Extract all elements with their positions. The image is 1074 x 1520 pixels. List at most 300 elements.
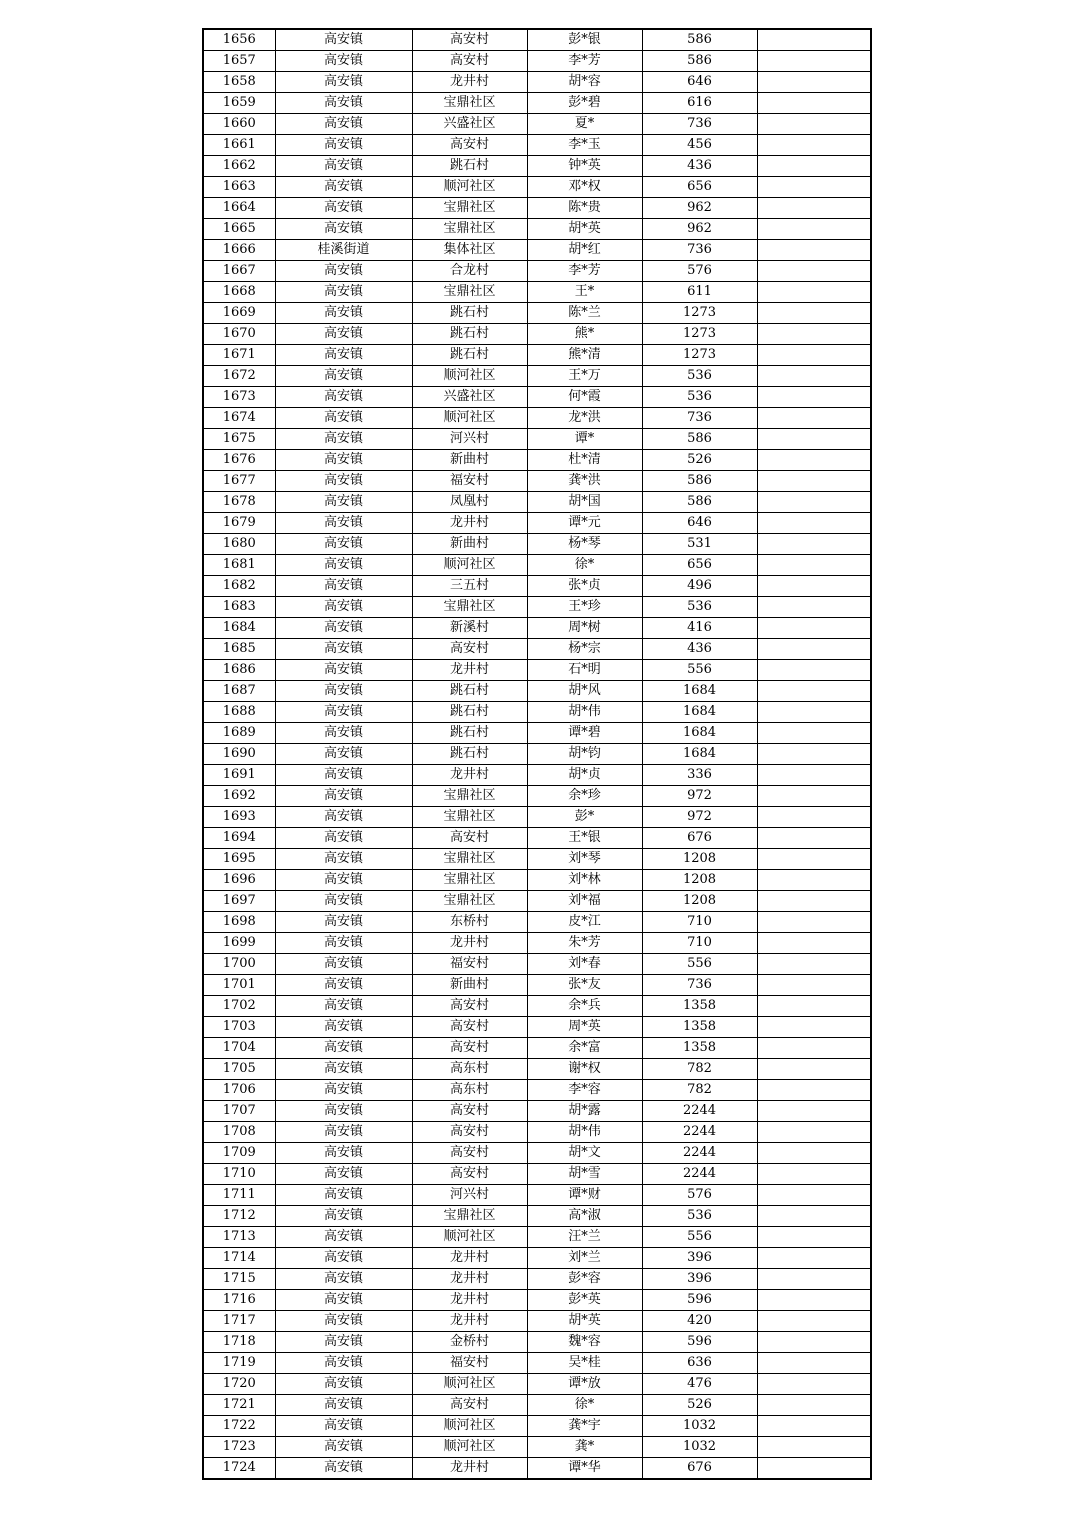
town-cell: 高安镇 [275,219,412,240]
village-cell: 高安村 [412,135,527,156]
amount-cell: 396 [642,1248,757,1269]
amount-cell: 586 [642,492,757,513]
village-cell: 高安村 [412,1143,527,1164]
seq-cell: 1689 [203,723,275,744]
remark-cell [757,1353,871,1374]
remark-cell [757,597,871,618]
remark-cell [757,219,871,240]
village-cell: 龙井村 [412,660,527,681]
table-row [203,345,871,366]
town-cell: 高安镇 [275,1059,412,1080]
amount-cell: 526 [642,450,757,471]
table-row [203,765,871,786]
name-cell: 胡*红 [527,240,642,261]
seq-cell: 1715 [203,1269,275,1290]
table-row [203,1122,871,1143]
table-row [203,597,871,618]
village-cell: 新曲村 [412,450,527,471]
seq-cell: 1687 [203,681,275,702]
town-cell: 高安镇 [275,870,412,891]
town-cell: 高安镇 [275,1185,412,1206]
village-cell: 顺河社区 [412,408,527,429]
amount-cell: 1208 [642,849,757,870]
remark-cell [757,1437,871,1458]
table-row [203,492,871,513]
remark-cell [757,450,871,471]
village-cell: 三五村 [412,576,527,597]
seq-cell: 1686 [203,660,275,681]
village-cell: 宝鼎社区 [412,1206,527,1227]
town-cell: 高安镇 [275,1080,412,1101]
table-row [203,282,871,303]
table-row [203,807,871,828]
table-row [203,891,871,912]
remark-cell [757,1458,871,1480]
town-cell: 高安镇 [275,429,412,450]
town-cell: 高安镇 [275,387,412,408]
name-cell: 陈*兰 [527,303,642,324]
remark-cell [757,576,871,597]
seq-cell: 1695 [203,849,275,870]
seq-cell: 1707 [203,1101,275,1122]
remark-cell [757,1374,871,1395]
seq-cell: 1717 [203,1311,275,1332]
town-cell: 高安镇 [275,618,412,639]
seq-cell: 1709 [203,1143,275,1164]
town-cell: 高安镇 [275,786,412,807]
village-cell: 高安村 [412,828,527,849]
seq-cell: 1661 [203,135,275,156]
amount-cell: 2244 [642,1143,757,1164]
amount-cell: 1358 [642,996,757,1017]
amount-cell: 710 [642,912,757,933]
table-row [203,219,871,240]
table-row [203,849,871,870]
town-cell: 高安镇 [275,303,412,324]
name-cell: 王*珍 [527,597,642,618]
town-cell: 高安镇 [275,975,412,996]
village-cell: 宝鼎社区 [412,891,527,912]
amount-cell: 456 [642,135,757,156]
village-cell: 跳石村 [412,723,527,744]
amount-cell: 710 [642,933,757,954]
table-row [203,1038,871,1059]
remark-cell [757,555,871,576]
name-cell: 彭* [527,807,642,828]
table-row [203,429,871,450]
amount-cell: 782 [642,1059,757,1080]
village-cell: 顺河社区 [412,1227,527,1248]
town-cell: 高安镇 [275,1017,412,1038]
town-cell: 高安镇 [275,576,412,597]
seq-cell: 1697 [203,891,275,912]
remark-cell [757,1164,871,1185]
village-cell: 新曲村 [412,534,527,555]
remark-cell [757,723,871,744]
village-cell: 集体社区 [412,240,527,261]
remark-cell [757,408,871,429]
village-cell: 龙井村 [412,933,527,954]
seq-cell: 1699 [203,933,275,954]
town-cell: 高安镇 [275,198,412,219]
table-row [203,933,871,954]
name-cell: 熊* [527,324,642,345]
seq-cell: 1672 [203,366,275,387]
table-row [203,975,871,996]
amount-cell: 536 [642,597,757,618]
name-cell: 谭*放 [527,1374,642,1395]
seq-cell: 1692 [203,786,275,807]
seq-cell: 1675 [203,429,275,450]
town-cell: 高安镇 [275,891,412,912]
amount-cell: 1358 [642,1038,757,1059]
village-cell: 宝鼎社区 [412,282,527,303]
seq-cell: 1666 [203,240,275,261]
village-cell: 兴盛社区 [412,114,527,135]
amount-cell: 416 [642,618,757,639]
village-cell: 高安村 [412,1164,527,1185]
name-cell: 胡*雪 [527,1164,642,1185]
remark-cell [757,1143,871,1164]
amount-cell: 536 [642,387,757,408]
name-cell: 彭*银 [527,29,642,51]
amount-cell: 526 [642,1395,757,1416]
seq-cell: 1700 [203,954,275,975]
town-cell: 高安镇 [275,933,412,954]
remark-cell [757,870,871,891]
town-cell: 高安镇 [275,93,412,114]
name-cell: 徐* [527,1395,642,1416]
seq-cell: 1716 [203,1290,275,1311]
table-row [203,870,871,891]
seq-cell: 1711 [203,1185,275,1206]
amount-cell: 436 [642,639,757,660]
remark-cell [757,534,871,555]
amount-cell: 576 [642,261,757,282]
town-cell: 高安镇 [275,1038,412,1059]
table-row [203,1080,871,1101]
village-cell: 宝鼎社区 [412,849,527,870]
town-cell: 高安镇 [275,1290,412,1311]
town-cell: 高安镇 [275,51,412,72]
village-cell: 跳石村 [412,345,527,366]
remark-cell [757,366,871,387]
town-cell: 高安镇 [275,639,412,660]
table-row [203,618,871,639]
town-cell: 高安镇 [275,1311,412,1332]
village-cell: 高东村 [412,1059,527,1080]
village-cell: 宝鼎社区 [412,786,527,807]
table-row [203,513,871,534]
seq-cell: 1681 [203,555,275,576]
village-cell: 顺河社区 [412,366,527,387]
town-cell: 高安镇 [275,534,412,555]
village-cell: 高安村 [412,1395,527,1416]
seq-cell: 1674 [203,408,275,429]
name-cell: 张*友 [527,975,642,996]
amount-cell: 586 [642,51,757,72]
village-cell: 高安村 [412,29,527,51]
name-cell: 胡*文 [527,1143,642,1164]
name-cell: 李*容 [527,1080,642,1101]
village-cell: 跳石村 [412,156,527,177]
village-cell: 顺河社区 [412,177,527,198]
amount-cell: 1032 [642,1437,757,1458]
seq-cell: 1676 [203,450,275,471]
table-row [203,1185,871,1206]
village-cell: 宝鼎社区 [412,219,527,240]
table-row [203,93,871,114]
amount-cell: 616 [642,93,757,114]
seq-cell: 1688 [203,702,275,723]
town-cell: 高安镇 [275,450,412,471]
village-cell: 宝鼎社区 [412,807,527,828]
table-row [203,1353,871,1374]
town-cell: 高安镇 [275,954,412,975]
amount-cell: 1684 [642,702,757,723]
remark-cell [757,1269,871,1290]
town-cell: 高安镇 [275,1164,412,1185]
town-cell: 高安镇 [275,681,412,702]
amount-cell: 962 [642,219,757,240]
remark-cell [757,975,871,996]
remark-cell [757,51,871,72]
name-cell: 王*银 [527,828,642,849]
table-row [203,1311,871,1332]
remark-cell [757,618,871,639]
town-cell: 高安镇 [275,513,412,534]
table-row [203,198,871,219]
name-cell: 胡*国 [527,492,642,513]
seq-cell: 1693 [203,807,275,828]
remark-cell [757,93,871,114]
remark-cell [757,345,871,366]
amount-cell: 972 [642,786,757,807]
name-cell: 龙*洪 [527,408,642,429]
amount-cell: 656 [642,555,757,576]
name-cell: 邓*权 [527,177,642,198]
town-cell: 高安镇 [275,849,412,870]
name-cell: 谭*财 [527,1185,642,1206]
seq-cell: 1723 [203,1437,275,1458]
remark-cell [757,1227,871,1248]
remark-cell [757,114,871,135]
amount-cell: 782 [642,1080,757,1101]
remark-cell [757,933,871,954]
remark-cell [757,1332,871,1353]
village-cell: 高安村 [412,1038,527,1059]
amount-cell: 1273 [642,303,757,324]
town-cell: 高安镇 [275,282,412,303]
name-cell: 谭*华 [527,1458,642,1480]
name-cell: 胡*伟 [527,1122,642,1143]
town-cell: 高安镇 [275,471,412,492]
remark-cell [757,639,871,660]
town-cell: 高安镇 [275,408,412,429]
village-cell: 金桥村 [412,1332,527,1353]
name-cell: 胡*英 [527,219,642,240]
table-row [203,1374,871,1395]
table-row [203,1017,871,1038]
name-cell: 徐* [527,555,642,576]
table-row [203,786,871,807]
remark-cell [757,303,871,324]
name-cell: 彭*碧 [527,93,642,114]
village-cell: 跳石村 [412,324,527,345]
village-cell: 兴盛社区 [412,387,527,408]
table-row [203,303,871,324]
town-cell: 高安镇 [275,261,412,282]
amount-cell: 1684 [642,681,757,702]
village-cell: 龙井村 [412,72,527,93]
seq-cell: 1685 [203,639,275,660]
seq-cell: 1670 [203,324,275,345]
amount-cell: 556 [642,1227,757,1248]
amount-cell: 1684 [642,723,757,744]
table-row [203,723,871,744]
remark-cell [757,240,871,261]
name-cell: 谢*权 [527,1059,642,1080]
town-cell: 高安镇 [275,723,412,744]
name-cell: 皮*江 [527,912,642,933]
amount-cell: 972 [642,807,757,828]
table-row [203,828,871,849]
remark-cell [757,429,871,450]
seq-cell: 1667 [203,261,275,282]
name-cell: 杨*琴 [527,534,642,555]
name-cell: 李*芳 [527,51,642,72]
name-cell: 彭*容 [527,1269,642,1290]
table-row [203,1416,871,1437]
remark-cell [757,660,871,681]
table-row [203,366,871,387]
table-row [203,1290,871,1311]
remark-cell [757,954,871,975]
table-row [203,1227,871,1248]
remark-cell [757,1206,871,1227]
table-row [203,29,871,51]
table-row [203,135,871,156]
village-cell: 跳石村 [412,744,527,765]
village-cell: 顺河社区 [412,1437,527,1458]
table-row [203,1164,871,1185]
amount-cell: 736 [642,975,757,996]
town-cell: 桂溪街道 [275,240,412,261]
town-cell: 高安镇 [275,1353,412,1374]
amount-cell: 556 [642,660,757,681]
remark-cell [757,324,871,345]
seq-cell: 1671 [203,345,275,366]
seq-cell: 1669 [203,303,275,324]
town-cell: 高安镇 [275,996,412,1017]
name-cell: 余*珍 [527,786,642,807]
remark-cell [757,72,871,93]
village-cell: 跳石村 [412,681,527,702]
amount-cell: 396 [642,1269,757,1290]
amount-cell: 2244 [642,1101,757,1122]
table-row [203,639,871,660]
village-cell: 顺河社区 [412,1416,527,1437]
town-cell: 高安镇 [275,702,412,723]
amount-cell: 676 [642,828,757,849]
town-cell: 高安镇 [275,72,412,93]
remark-cell [757,996,871,1017]
seq-cell: 1663 [203,177,275,198]
name-cell: 周*英 [527,1017,642,1038]
seq-cell: 1721 [203,1395,275,1416]
town-cell: 高安镇 [275,1122,412,1143]
amount-cell: 646 [642,513,757,534]
table-row [203,240,871,261]
remark-cell [757,492,871,513]
seq-cell: 1698 [203,912,275,933]
village-cell: 顺河社区 [412,1374,527,1395]
name-cell: 刘*林 [527,870,642,891]
name-cell: 何*霞 [527,387,642,408]
amount-cell: 436 [642,156,757,177]
name-cell: 谭* [527,429,642,450]
amount-cell: 636 [642,1353,757,1374]
amount-cell: 596 [642,1332,757,1353]
name-cell: 胡*贞 [527,765,642,786]
seq-cell: 1682 [203,576,275,597]
name-cell: 彭*英 [527,1290,642,1311]
seq-cell: 1704 [203,1038,275,1059]
remark-cell [757,282,871,303]
table-row [203,1059,871,1080]
table-row [203,660,871,681]
amount-cell: 586 [642,29,757,51]
name-cell: 熊*清 [527,345,642,366]
remark-cell [757,177,871,198]
name-cell: 钟*英 [527,156,642,177]
village-cell: 河兴村 [412,429,527,450]
name-cell: 龚* [527,1437,642,1458]
town-cell: 高安镇 [275,744,412,765]
village-cell: 高安村 [412,51,527,72]
amount-cell: 536 [642,1206,757,1227]
table-row [203,156,871,177]
town-cell: 高安镇 [275,1269,412,1290]
village-cell: 高安村 [412,996,527,1017]
name-cell: 魏*容 [527,1332,642,1353]
remark-cell [757,198,871,219]
town-cell: 高安镇 [275,912,412,933]
village-cell: 合龙村 [412,261,527,282]
village-cell: 新溪村 [412,618,527,639]
amount-cell: 586 [642,471,757,492]
seq-cell: 1719 [203,1353,275,1374]
village-cell: 福安村 [412,471,527,492]
name-cell: 刘*琴 [527,849,642,870]
remark-cell [757,156,871,177]
table-row [203,555,871,576]
table-row [203,1101,871,1122]
village-cell: 凤凰村 [412,492,527,513]
village-cell: 跳石村 [412,303,527,324]
table-row [203,744,871,765]
remark-cell [757,828,871,849]
amount-cell: 596 [642,1290,757,1311]
table-row [203,261,871,282]
table-row [203,72,871,93]
village-cell: 高安村 [412,1122,527,1143]
name-cell: 胡*容 [527,72,642,93]
remark-cell [757,807,871,828]
amount-cell: 656 [642,177,757,198]
amount-cell: 1273 [642,324,757,345]
seq-cell: 1694 [203,828,275,849]
